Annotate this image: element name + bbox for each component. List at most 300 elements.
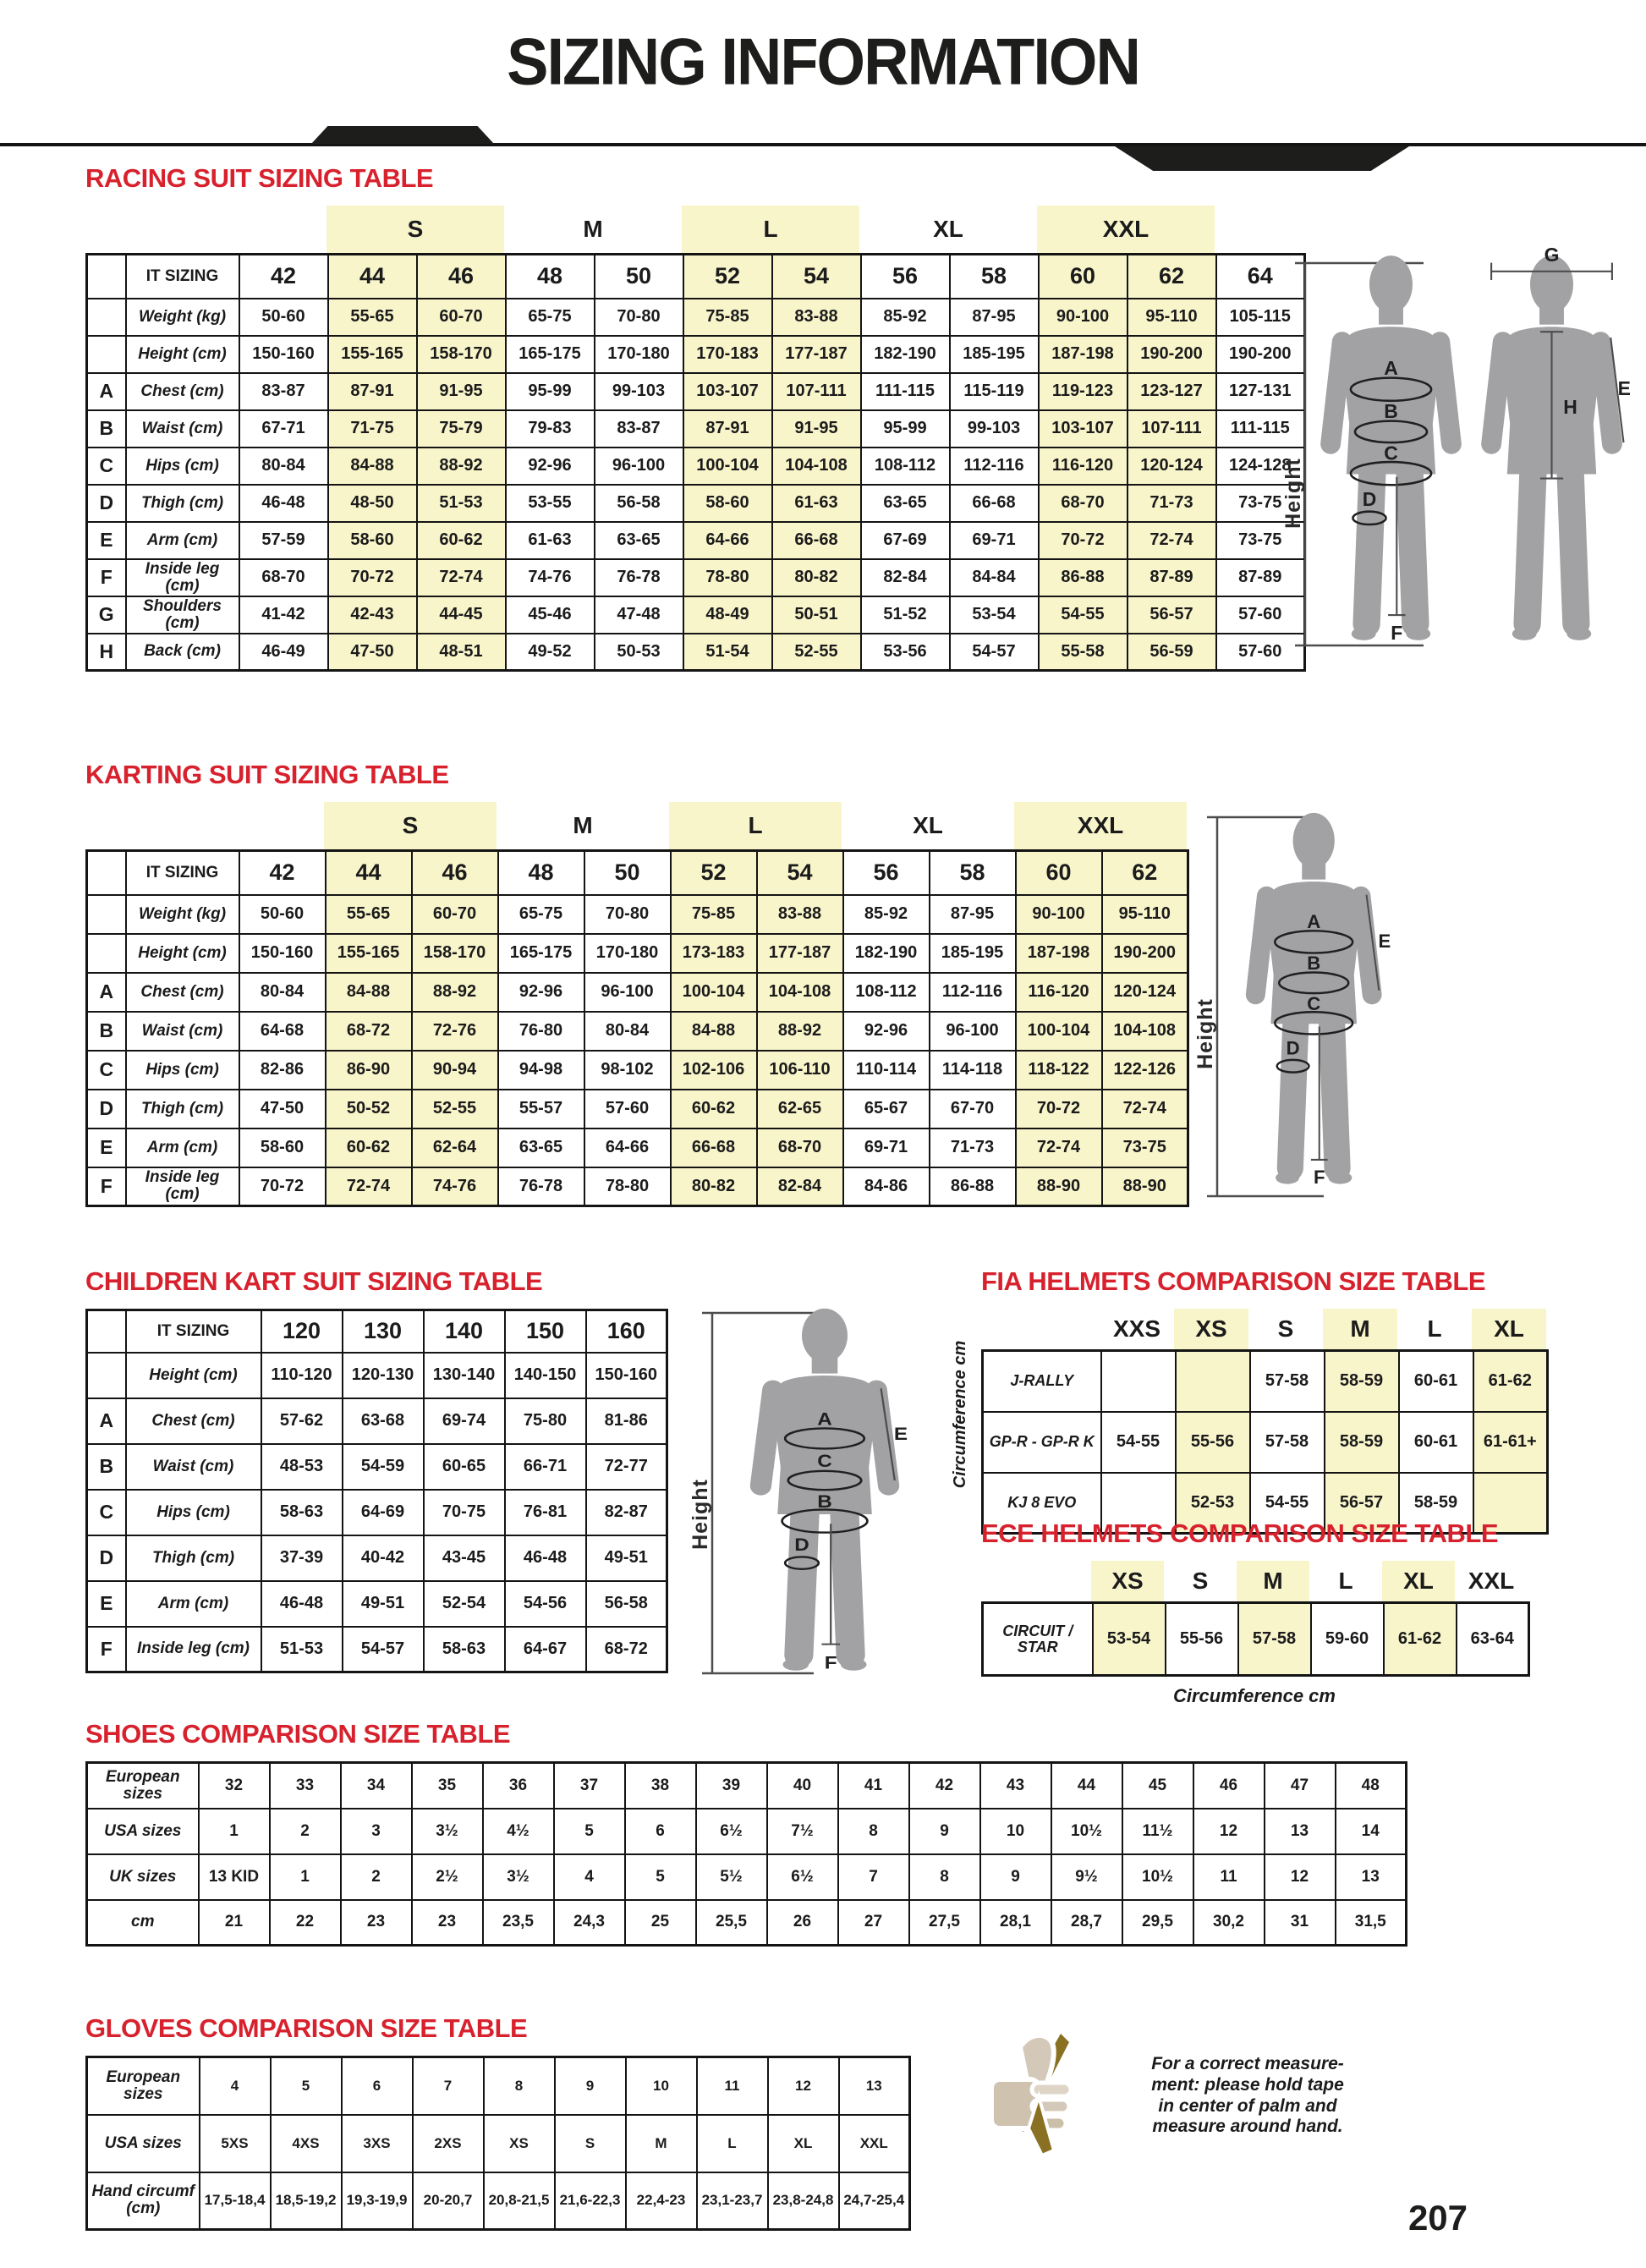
- value-cell: 57-58: [1250, 1412, 1325, 1473]
- row-label: Weight (kg): [126, 895, 239, 934]
- value-cell: 5: [554, 1809, 625, 1854]
- value-cell: 23: [341, 1900, 412, 1946]
- value-cell: 83-88: [772, 299, 861, 336]
- row-label: European sizes: [87, 1763, 199, 1809]
- value-cell: 48-53: [261, 1444, 343, 1490]
- row-letter: F: [87, 559, 126, 596]
- row-letter: A: [87, 973, 126, 1012]
- value-cell: 7½: [767, 1809, 838, 1854]
- value-cell: 44-45: [417, 596, 506, 634]
- header-rule: [0, 143, 1646, 146]
- value-cell: 80-84: [584, 1012, 671, 1051]
- value-cell: 20-20,7: [413, 2172, 484, 2230]
- table-row: [87, 1490, 667, 1535]
- value-cell: 4XS: [271, 2115, 342, 2172]
- size-header-cell: 140: [424, 1310, 505, 1353]
- table-row: [87, 1129, 1188, 1167]
- row-letter: D: [87, 1090, 126, 1129]
- row-label: Height (cm): [126, 934, 239, 973]
- value-cell: 60-61: [1399, 1351, 1473, 1412]
- value-cell: 37-39: [261, 1535, 343, 1581]
- value-cell: 3: [341, 1809, 412, 1854]
- value-cell: M: [626, 2115, 697, 2172]
- fia-helmets-table: [981, 1309, 1549, 1535]
- value-cell: 68-70: [1039, 485, 1128, 522]
- value-cell: 99-103: [950, 410, 1039, 448]
- size-group-label: [238, 206, 326, 253]
- children-table: [85, 1309, 668, 1673]
- row-label: Inside leg (cm): [126, 1167, 239, 1206]
- table-row: [87, 634, 1305, 671]
- value-cell: 33: [270, 1763, 341, 1809]
- table-row: [87, 2057, 910, 2115]
- value-cell: 58-59: [1325, 1351, 1399, 1412]
- value-cell: 64-66: [584, 1129, 671, 1167]
- karting-thigh-letter: D: [1286, 1037, 1300, 1059]
- value-cell: 70-75: [424, 1490, 505, 1535]
- value-cell: 82-84: [757, 1167, 843, 1206]
- value-cell: 55-58: [1039, 634, 1128, 671]
- page-title: SIZING INFORMATION: [507, 24, 1139, 99]
- size-header-cell: 60: [1016, 851, 1102, 895]
- value-cell: 86-88: [1039, 559, 1128, 596]
- value-cell: 28,1: [980, 1900, 1051, 1946]
- value-cell: 55-65: [326, 895, 412, 934]
- value-cell: 28,7: [1051, 1900, 1122, 1946]
- value-cell: 76-78: [498, 1167, 584, 1206]
- size-header-cell: 150: [505, 1310, 586, 1353]
- table-row: [87, 1051, 1188, 1090]
- row-label: European sizes: [87, 2057, 200, 2115]
- value-cell: 50-60: [239, 299, 328, 336]
- size-group-label: M: [1237, 1561, 1309, 1601]
- value-cell: 32: [199, 1763, 270, 1809]
- size-header-cell: 52: [683, 255, 772, 299]
- table-row: [87, 336, 1305, 373]
- value-cell: 65-67: [843, 1090, 930, 1129]
- size-group-label: L: [1427, 1315, 1442, 1342]
- value-cell: 63-65: [595, 522, 683, 559]
- value-cell: 120-130: [343, 1353, 424, 1398]
- value-cell: 60-62: [671, 1090, 757, 1129]
- value-cell: 110-114: [843, 1051, 930, 1090]
- value-cell: XS: [484, 2115, 555, 2172]
- value-cell: 112-116: [950, 448, 1039, 485]
- value-cell: 67-70: [930, 1090, 1016, 1129]
- racing-suit-title: RACING SUIT SIZING TABLE: [85, 163, 434, 193]
- value-cell: 70-72: [1016, 1090, 1102, 1129]
- value-cell: 190-200: [1128, 336, 1216, 373]
- value-cell: 74-76: [412, 1167, 498, 1206]
- children-insideleg-letter: F: [824, 1651, 837, 1673]
- value-cell: 2: [270, 1809, 341, 1854]
- karting-insideleg-letter: F: [1314, 1166, 1325, 1188]
- value-cell: 46-48: [505, 1535, 586, 1581]
- row-label: Arm (cm): [126, 1581, 261, 1627]
- value-cell: 63-65: [861, 485, 950, 522]
- value-cell: 51-52: [861, 596, 950, 634]
- value-cell: 96-100: [584, 973, 671, 1012]
- value-cell: 95-99: [506, 373, 595, 410]
- value-cell: 22: [270, 1900, 341, 1946]
- racing-back-letter: H: [1563, 396, 1577, 419]
- value-cell: 76-81: [505, 1490, 586, 1535]
- size-header-cell: 62: [1102, 851, 1188, 895]
- value-cell: 3½: [412, 1809, 483, 1854]
- size-header-cell: 46: [417, 255, 506, 299]
- size-group-row: [981, 1561, 1530, 1601]
- value-cell: 68-70: [757, 1129, 843, 1167]
- value-cell: 39: [696, 1763, 767, 1809]
- size-header-cell: 160: [586, 1310, 667, 1353]
- table-row: [983, 1412, 1548, 1473]
- value-cell: 48-50: [328, 485, 417, 522]
- value-cell: 110-120: [261, 1353, 343, 1398]
- value-cell: [1101, 1351, 1176, 1412]
- size-group-label: M: [583, 216, 603, 242]
- value-cell: 31,5: [1336, 1900, 1407, 1946]
- row-label: Waist (cm): [126, 1444, 261, 1490]
- value-cell: 45-46: [506, 596, 595, 634]
- value-cell: 5½: [696, 1854, 767, 1900]
- size-group-label: S: [1277, 1315, 1294, 1342]
- row-label: KJ 8 EVO: [983, 1473, 1101, 1534]
- size-header-label: IT SIZING: [126, 851, 239, 895]
- value-cell: 2: [341, 1854, 412, 1900]
- value-cell: 10: [626, 2057, 697, 2115]
- value-cell: 13 KID: [199, 1854, 270, 1900]
- value-cell: 56-58: [586, 1581, 667, 1627]
- value-cell: 67-71: [239, 410, 328, 448]
- value-cell: 46-48: [239, 485, 328, 522]
- children-hips-letter: B: [817, 1491, 832, 1512]
- value-cell: 41: [838, 1763, 909, 1809]
- racing-height-label: Height: [1281, 458, 1305, 529]
- value-cell: 41-42: [239, 596, 328, 634]
- row-letter: C: [87, 1051, 126, 1090]
- value-cell: 66-68: [671, 1129, 757, 1167]
- value-cell: 13: [839, 2057, 910, 2115]
- value-cell: 114-118: [930, 1051, 1016, 1090]
- value-cell: 23,8-24,8: [768, 2172, 839, 2230]
- value-cell: 57-58: [1250, 1351, 1325, 1412]
- row-letter: [87, 299, 126, 336]
- size-group-label: XXS: [1112, 1315, 1161, 1342]
- value-cell: 56-57: [1325, 1473, 1399, 1534]
- row-label: GP-R - GP-R K: [983, 1412, 1101, 1473]
- value-cell: 118-122: [1016, 1051, 1102, 1090]
- value-cell: 116-120: [1039, 448, 1128, 485]
- row-letter: D: [87, 485, 126, 522]
- row-letter: E: [87, 1581, 126, 1627]
- value-cell: 72-74: [417, 559, 506, 596]
- value-cell: 45: [1122, 1763, 1193, 1809]
- gloves-section: [85, 2013, 911, 2231]
- row-label: UK sizes: [87, 1854, 199, 1900]
- value-cell: 86-90: [326, 1051, 412, 1090]
- value-cell: 22,4-23: [626, 2172, 697, 2230]
- size-header-cell: 58: [930, 851, 1016, 895]
- table-row: [87, 596, 1305, 634]
- size-group-label: L: [1338, 1568, 1353, 1594]
- value-cell: 127-131: [1216, 373, 1305, 410]
- children-kart-title: CHILDREN KART SUIT SIZING TABLE: [85, 1266, 543, 1296]
- value-cell: 185-195: [950, 336, 1039, 373]
- value-cell: 58-63: [261, 1490, 343, 1535]
- value-cell: 35: [412, 1763, 483, 1809]
- value-cell: 13: [1265, 1809, 1336, 1854]
- size-group-label: XS: [1091, 1561, 1164, 1601]
- row-letter: B: [87, 1012, 126, 1051]
- value-cell: 187-198: [1039, 336, 1128, 373]
- row-letter: [87, 934, 126, 973]
- value-cell: 63-65: [498, 1129, 584, 1167]
- value-cell: 60-61: [1399, 1412, 1473, 1473]
- page-number: 207: [1407, 2198, 1468, 2238]
- value-cell: 158-170: [412, 934, 498, 973]
- size-header-cell: 50: [584, 851, 671, 895]
- value-cell: 130-140: [424, 1353, 505, 1398]
- value-cell: 3XS: [342, 2115, 413, 2172]
- value-cell: 69-74: [424, 1398, 505, 1444]
- gloves-table: [85, 2056, 911, 2231]
- size-group-label: XS: [1174, 1309, 1248, 1349]
- size-header-cell: 44: [328, 255, 417, 299]
- value-cell: 187-198: [1016, 934, 1102, 973]
- value-cell: 27: [838, 1900, 909, 1946]
- value-cell: 158-170: [417, 336, 506, 373]
- table-row: [983, 1351, 1548, 1412]
- value-cell: 37: [554, 1763, 625, 1809]
- racing-chest-letter: A: [1384, 357, 1398, 380]
- value-cell: 6½: [696, 1809, 767, 1854]
- value-cell: 150-160: [239, 934, 326, 973]
- size-group-label: XL: [913, 812, 943, 838]
- size-header-cell: 130: [343, 1310, 424, 1353]
- table-row: [87, 2115, 910, 2172]
- value-cell: 9: [909, 1809, 980, 1854]
- value-cell: 61-62: [1384, 1603, 1457, 1676]
- value-cell: 5: [271, 2057, 342, 2115]
- value-cell: 50-52: [326, 1090, 412, 1129]
- table-row: [87, 485, 1305, 522]
- value-cell: 11½: [1122, 1809, 1193, 1854]
- value-cell: 83-87: [239, 373, 328, 410]
- value-cell: 68-72: [326, 1012, 412, 1051]
- row-letter: E: [87, 522, 126, 559]
- children-chest-letter: A: [817, 1408, 832, 1430]
- value-cell: 58-60: [328, 522, 417, 559]
- value-cell: 155-165: [328, 336, 417, 373]
- value-cell: 47-50: [328, 634, 417, 671]
- value-cell: 92-96: [506, 448, 595, 485]
- size-group-label: XL: [1472, 1309, 1546, 1349]
- table-row: [87, 1090, 1188, 1129]
- value-cell: 56-57: [1128, 596, 1216, 634]
- size-group-label: [238, 802, 324, 849]
- table-row: [87, 1900, 1407, 1946]
- row-letter: E: [87, 1129, 126, 1167]
- children-kart-measurement-figure: [687, 1303, 1008, 1688]
- value-cell: 71-73: [930, 1129, 1016, 1167]
- ece-helmets-table: [981, 1561, 1530, 1677]
- value-cell: 84-88: [328, 448, 417, 485]
- table-row: [87, 1809, 1407, 1854]
- gloves-title: GLOVES COMPARISON SIZE TABLE: [85, 2013, 528, 2043]
- size-header-cell: 54: [757, 851, 843, 895]
- value-cell: 88-92: [412, 973, 498, 1012]
- value-cell: 68-70: [239, 559, 328, 596]
- size-header-cell: 46: [412, 851, 498, 895]
- value-cell: 84-88: [671, 1012, 757, 1051]
- value-cell: 7: [413, 2057, 484, 2115]
- table-row: [87, 2172, 910, 2230]
- value-cell: XL: [768, 2115, 839, 2172]
- table-row: [87, 1167, 1188, 1206]
- value-cell: 6: [625, 1809, 696, 1854]
- value-cell: 155-165: [326, 934, 412, 973]
- value-cell: 190-200: [1102, 934, 1188, 973]
- value-cell: 56-58: [595, 485, 683, 522]
- row-label: Arm (cm): [126, 1129, 239, 1167]
- value-cell: 9: [980, 1854, 1051, 1900]
- value-cell: 68-72: [586, 1627, 667, 1672]
- racing-insideleg-letter: F: [1391, 622, 1403, 644]
- value-cell: 53-54: [1093, 1603, 1166, 1676]
- value-cell: 57-59: [239, 522, 328, 559]
- value-cell: 55-57: [498, 1090, 584, 1129]
- value-cell: 65-75: [498, 895, 584, 934]
- value-cell: 12: [768, 2057, 839, 2115]
- value-cell: 64-66: [683, 522, 772, 559]
- value-cell: 73-75: [1216, 522, 1305, 559]
- value-cell: 87-89: [1128, 559, 1216, 596]
- table-row: [87, 1444, 667, 1490]
- value-cell: 92-96: [843, 1012, 930, 1051]
- value-cell: 10½: [1051, 1809, 1122, 1854]
- value-cell: 88-92: [417, 448, 506, 485]
- value-cell: 18,5-19,2: [271, 2172, 342, 2230]
- karting-arm-letter: E: [1378, 931, 1391, 952]
- table-row: [87, 1627, 667, 1672]
- value-cell: 40-42: [343, 1535, 424, 1581]
- value-cell: 13: [1336, 1854, 1407, 1900]
- table-row: [87, 1581, 667, 1627]
- value-cell: 107-111: [772, 373, 861, 410]
- row-label: Thigh (cm): [126, 485, 239, 522]
- value-cell: 53-55: [506, 485, 595, 522]
- row-label: Arm (cm): [126, 522, 239, 559]
- fia-circumference-label: Circumference cm: [951, 1340, 969, 1489]
- value-cell: 21,6-22,3: [555, 2172, 626, 2230]
- row-label: Chest (cm): [126, 373, 239, 410]
- value-cell: 2XS: [413, 2115, 484, 2172]
- row-label: Inside leg (cm): [126, 559, 239, 596]
- value-cell: 102-106: [671, 1051, 757, 1090]
- value-cell: 7: [838, 1854, 909, 1900]
- shoes-section: [85, 1719, 1407, 1947]
- row-letter: [87, 895, 126, 934]
- value-cell: 75-80: [505, 1398, 586, 1444]
- row-letter: C: [87, 448, 126, 485]
- value-cell: 47-50: [239, 1090, 326, 1129]
- value-cell: 34: [341, 1763, 412, 1809]
- value-cell: 122-126: [1102, 1051, 1188, 1090]
- value-cell: 71-73: [1128, 485, 1216, 522]
- value-cell: 66-71: [505, 1444, 586, 1490]
- value-cell: 54-56: [505, 1581, 586, 1627]
- row-letter: A: [87, 1398, 126, 1444]
- value-cell: 72-74: [1102, 1090, 1188, 1129]
- size-group-label: XXL: [1037, 206, 1215, 253]
- racing-thigh-letter: D: [1362, 487, 1377, 510]
- size-header-cell: 120: [261, 1310, 343, 1353]
- value-cell: 120-124: [1128, 448, 1216, 485]
- karting-waist-letter: B: [1307, 953, 1321, 975]
- value-cell: 72-76: [412, 1012, 498, 1051]
- value-cell: 43-45: [424, 1535, 505, 1581]
- value-cell: 170-180: [584, 934, 671, 973]
- racing-suit-measurement-figure: [1281, 243, 1643, 709]
- row-label: Hips (cm): [126, 1051, 239, 1090]
- value-cell: 23,1-23,7: [697, 2172, 768, 2230]
- value-cell: 1: [199, 1809, 270, 1854]
- row-letter: A: [87, 373, 126, 410]
- value-cell: 105-115: [1216, 299, 1305, 336]
- value-cell: 20,8-21,5: [484, 2172, 555, 2230]
- size-header-cell: 44: [326, 851, 412, 895]
- row-letter: [87, 1353, 126, 1398]
- row-label: CIRCUIT / STAR: [983, 1603, 1093, 1676]
- value-cell: 46: [1193, 1763, 1265, 1809]
- row-label: Hips (cm): [126, 1490, 261, 1535]
- value-cell: 72-77: [586, 1444, 667, 1490]
- table-row: [983, 1603, 1529, 1676]
- value-cell: 78-80: [584, 1167, 671, 1206]
- karting-suit-table: [85, 802, 1189, 1207]
- table-row: [87, 559, 1305, 596]
- value-cell: 61-63: [772, 485, 861, 522]
- value-cell: 95-110: [1128, 299, 1216, 336]
- value-cell: 70-72: [1039, 522, 1128, 559]
- size-group-label: L: [682, 206, 859, 253]
- size-header-cell: 50: [595, 255, 683, 299]
- value-cell: 50-60: [239, 895, 326, 934]
- size-header-label: IT SIZING: [126, 255, 239, 299]
- value-cell: 53-54: [950, 596, 1039, 634]
- row-label: Hand circumf (cm): [87, 2172, 200, 2230]
- value-cell: 54-55: [1101, 1412, 1176, 1473]
- size-group-label: XXL: [1468, 1568, 1515, 1594]
- table-row: [87, 1535, 667, 1581]
- value-cell: 64-69: [343, 1490, 424, 1535]
- value-cell: 46-48: [261, 1581, 343, 1627]
- value-cell: 98-102: [584, 1051, 671, 1090]
- value-cell: 42-43: [328, 596, 417, 634]
- value-cell: 65-75: [506, 299, 595, 336]
- value-cell: 84-84: [950, 559, 1039, 596]
- size-header-cell: 62: [1128, 255, 1216, 299]
- value-cell: 6½: [767, 1854, 838, 1900]
- row-letter: G: [87, 596, 126, 634]
- value-cell: 71-75: [328, 410, 417, 448]
- row-label: Chest (cm): [126, 1398, 261, 1444]
- value-cell: 64-68: [239, 1012, 326, 1051]
- value-cell: 66-68: [950, 485, 1039, 522]
- ece-helmets-section: [981, 1518, 1530, 1707]
- table-row: [87, 1012, 1188, 1051]
- value-cell: 66-68: [772, 522, 861, 559]
